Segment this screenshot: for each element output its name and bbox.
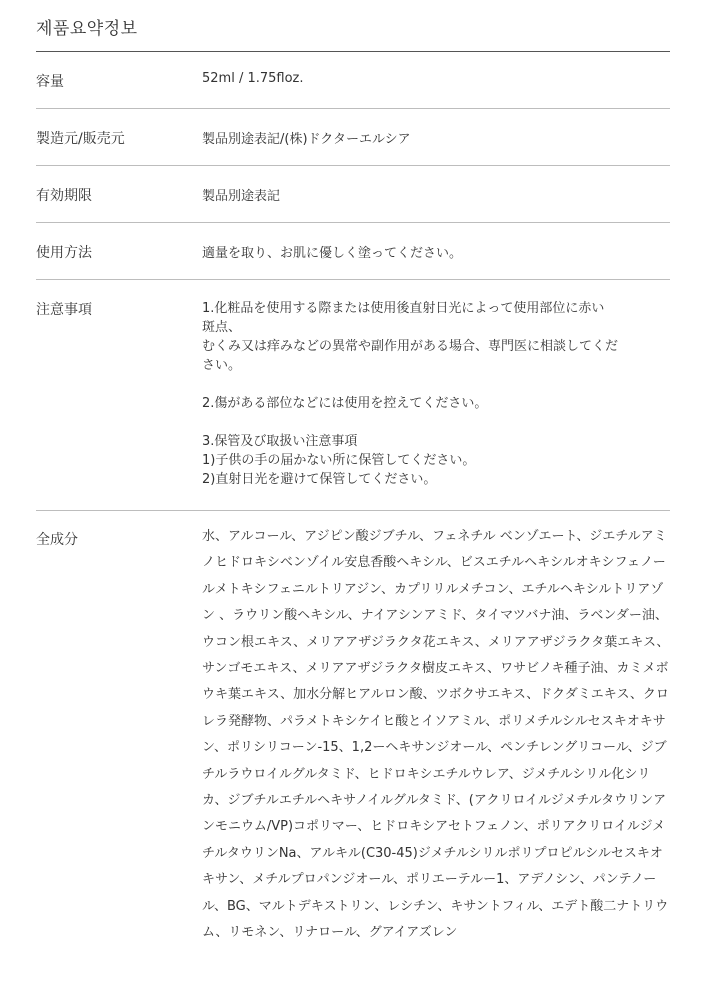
capacity-label: 容量 [36, 74, 64, 90]
caution-paragraph-1: 1.化粧品を使用する際または使用後直射日光によって使用部位に赤い 斑点、 むくみ又は痒みなどの異常や副作用がある場合、専門医に相談してくだ さい。 [202, 301, 619, 373]
maker-value: 製品別途表記/(株)ドクターエルシア [202, 132, 411, 147]
ingredients-value [202, 524, 670, 947]
capacity-value: 52ml / 1.75floz. [202, 71, 304, 86]
info-row-maker [36, 109, 670, 166]
ingredients-text: 水、アルコール、アジピン酸ジブチル、フェネチル ベンゾエート、ジエチルアミノヒドロキシベンゾイル安息香酸ヘキシル、ビスエチルヘキシルオキシフェノールメトキシフェニルトリアジン、カプリリルメチコン、エチルヘキシルトリアゾン 、ラウリン酸ヘキシル、ナイアシンアミド、タイマツバナ油、ラベンダー油、ウコン根エキス、メリアアザジラクタ花エキス、メリアアザジラクタ葉エキス、サンゴモエキス、メリアアザジラクタ樹皮エキス、ワサビノキ種子油、カミメボウキ葉エキス、加水分解ヒアルロン酸、ツボクサエキス、ドクダミエキス、クロレラ発酵物、パラメトキシケイヒ酸とイソアミル、ポリメチルシルセスキオキサン、ポリシリコーン-15、1,2ーヘキサンジオール、ペンチレングリコール、ジブチルラウロイルグルタミド、ヒドロキシエチルウレア、ジメチルシリル化シリカ、ジブチルエチルヘキサノイルグルタミド、(アクリロイルジメチルタウリンアンモニウム/VP)コポリマー、ヒドロキシアセトフェノン、ポリアクリロイルジメチルタウリンNa、アルキル(C30-45)ジメチルシリルポリプロピルシルセスキオキサン、メチルプロパンジオール、ポリエーテルー1、アデノシン、パンテノール、BG、マルトデキストリン、レシチン、キサントフィル、エデト酸二ナトリウム、リモネン、リナロール、グアイアズレン [202, 529, 670, 941]
info-row-ingredients [36, 511, 670, 989]
page-title: 제품요약정보 [36, 19, 138, 39]
expiry-value: 製品別途表記 [202, 189, 281, 204]
ingredients-label: 全成分 [36, 532, 78, 548]
cautions-value [202, 299, 670, 489]
info-row-cautions [36, 280, 670, 511]
usage-value: 適量を取り、お肌に優しく塗ってください。 [202, 246, 463, 261]
maker-label: 製造元/販売元 [36, 131, 125, 147]
info-row-usage [36, 223, 670, 280]
usage-label: 使用方法 [36, 245, 92, 261]
info-row-expiry [36, 166, 670, 223]
cautions-label: 注意事項 [36, 302, 92, 318]
caution-paragraph-2: 2.傷がある部位などには使用を控えてください。 [202, 396, 488, 411]
caution-paragraph-3: 3.保管及び取扱い注意事項 1)子供の手の届かない所に保管してください。 2)直射日光を避けて保管してください。 [202, 434, 476, 487]
expiry-label: 有効期限 [36, 188, 92, 204]
info-row-capacity [36, 52, 670, 109]
